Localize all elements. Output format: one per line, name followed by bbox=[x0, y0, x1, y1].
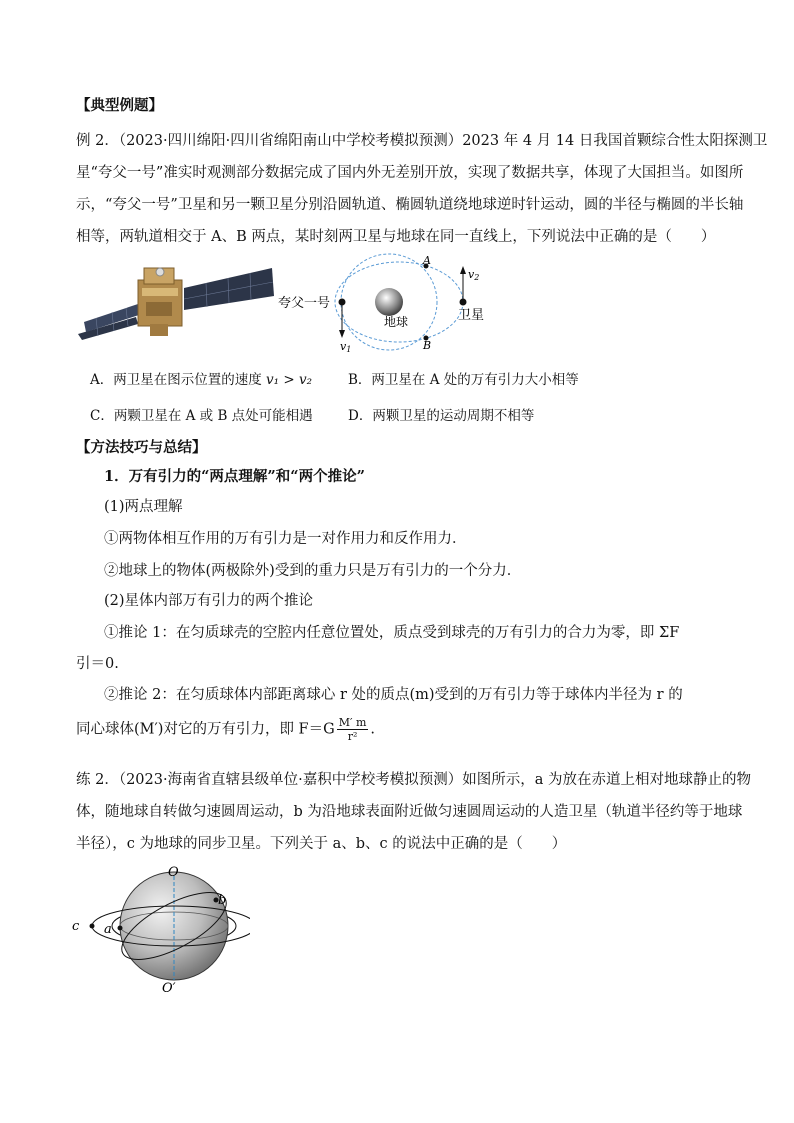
earth-orbits-diagram bbox=[70, 862, 250, 1000]
option-c: C．两颗卫星在 A 或 B 点处可能相遇 bbox=[90, 408, 313, 424]
method-p2: ①两物体相互作用的万有引力是一对作用力和反作用力． bbox=[104, 531, 467, 547]
method-title: 1．万有引力的“两点理解”和“两个推论” bbox=[104, 468, 365, 485]
method-p7-end: . bbox=[370, 721, 376, 738]
option-a-text: A．两卫星在图示位置的速度 bbox=[90, 372, 262, 388]
option-a-math: v₁ > v₂ bbox=[266, 372, 313, 388]
method-p3: ②地球上的物体(两极除外)受到的重力只是万有引力的一个分力． bbox=[104, 563, 522, 579]
example2-line2: 星“夸父一号”准实时观测部分数据完成了国内外无差别开放，实现了数据共享，体现了大国担当。如图所 bbox=[76, 165, 744, 181]
label-point-b: B bbox=[423, 339, 432, 352]
label-satellite: 卫星 bbox=[458, 308, 485, 323]
orbit-diagram bbox=[276, 252, 506, 354]
right-solar-panel bbox=[184, 268, 274, 310]
method-p7-text: 同心球体(M′)对它的万有引力，即 F＝G bbox=[76, 721, 335, 738]
label-c: c bbox=[72, 919, 80, 934]
method-p5-continued: 引＝0. bbox=[76, 656, 119, 672]
label-kuafu: 夸父一号 bbox=[278, 296, 331, 311]
label-v1: v1 bbox=[340, 340, 352, 354]
label-earth: 地球 bbox=[384, 315, 409, 329]
method-p5: ①推论 1：在匀质球壳的空腔内任意位置处，质点受到球壳的万有引力的合力为零，即 ΣF bbox=[104, 625, 680, 641]
section-heading-method: 【方法技巧与总结】 bbox=[76, 439, 207, 456]
satellite-c-dot bbox=[90, 924, 95, 929]
example2-line4: 相等，两轨道相交于 A、B 两点，某时刻两卫星与地球在同一直线上，下列说法中正确的是（ ） bbox=[76, 229, 716, 245]
method-p6: ②推论 2：在匀质球体内部距离球心 r 处的质点(m)受到的万有引力等于球体内半径为 r 的 bbox=[104, 687, 683, 703]
option-a bbox=[90, 368, 312, 388]
example2-line1: 例 2．（2023·四川绵阳·四川省绵阳南山中学校考模拟预测）2023 年 4 月 14 日我国首颗综合性太阳探测卫 bbox=[76, 133, 768, 149]
option-d: D．两颗卫星的运动周期不相等 bbox=[348, 408, 535, 424]
option-b: B．两卫星在 A 处的万有引力大小相等 bbox=[348, 372, 579, 388]
method-p4: (2)星体内部万有引力的两个推论 bbox=[104, 593, 314, 609]
label-point-a: A bbox=[423, 254, 431, 267]
method-p7 bbox=[76, 716, 375, 743]
satellite-body bbox=[138, 268, 182, 336]
object-a-dot bbox=[118, 926, 123, 931]
formula-fraction bbox=[337, 716, 369, 743]
label-v2: v2 bbox=[468, 268, 480, 282]
earth-globe bbox=[375, 288, 403, 316]
fraction-denominator: r² bbox=[347, 730, 358, 743]
label-o: O bbox=[168, 865, 179, 880]
practice2-line3: 半径），c 为地球的同步卫星。下列关于 a、b、c 的说法中正确的是（ ） bbox=[76, 836, 567, 852]
left-solar-panel bbox=[78, 304, 142, 340]
method-p1: (1)两点理解 bbox=[104, 499, 183, 515]
example2-line3: 示，“夸父一号”卫星和另一颗卫星分别沿圆轨道、椭圆轨道绕地球逆时针运动，圆的半径与椭圆的半长轴 bbox=[76, 197, 744, 213]
label-b: b bbox=[218, 893, 227, 908]
fraction-numerator: M′ m bbox=[338, 716, 367, 729]
satellite-illustration bbox=[76, 262, 276, 342]
section-heading-typical-examples: 【典型例题】 bbox=[76, 97, 163, 114]
label-o-prime: O′ bbox=[162, 981, 176, 996]
practice2-line2: 体，随地球自转做匀速圆周运动，b 为沿地球表面附近做匀速圆周运动的人造卫星（轨道半径约等于地球 bbox=[76, 804, 743, 820]
practice2-line1: 练 2．（2023·海南省直辖县级单位·嘉积中学校考模拟预测）如图所示，a 为放在赤道上相对地球静止的物 bbox=[76, 772, 751, 788]
label-a: a bbox=[104, 922, 112, 937]
